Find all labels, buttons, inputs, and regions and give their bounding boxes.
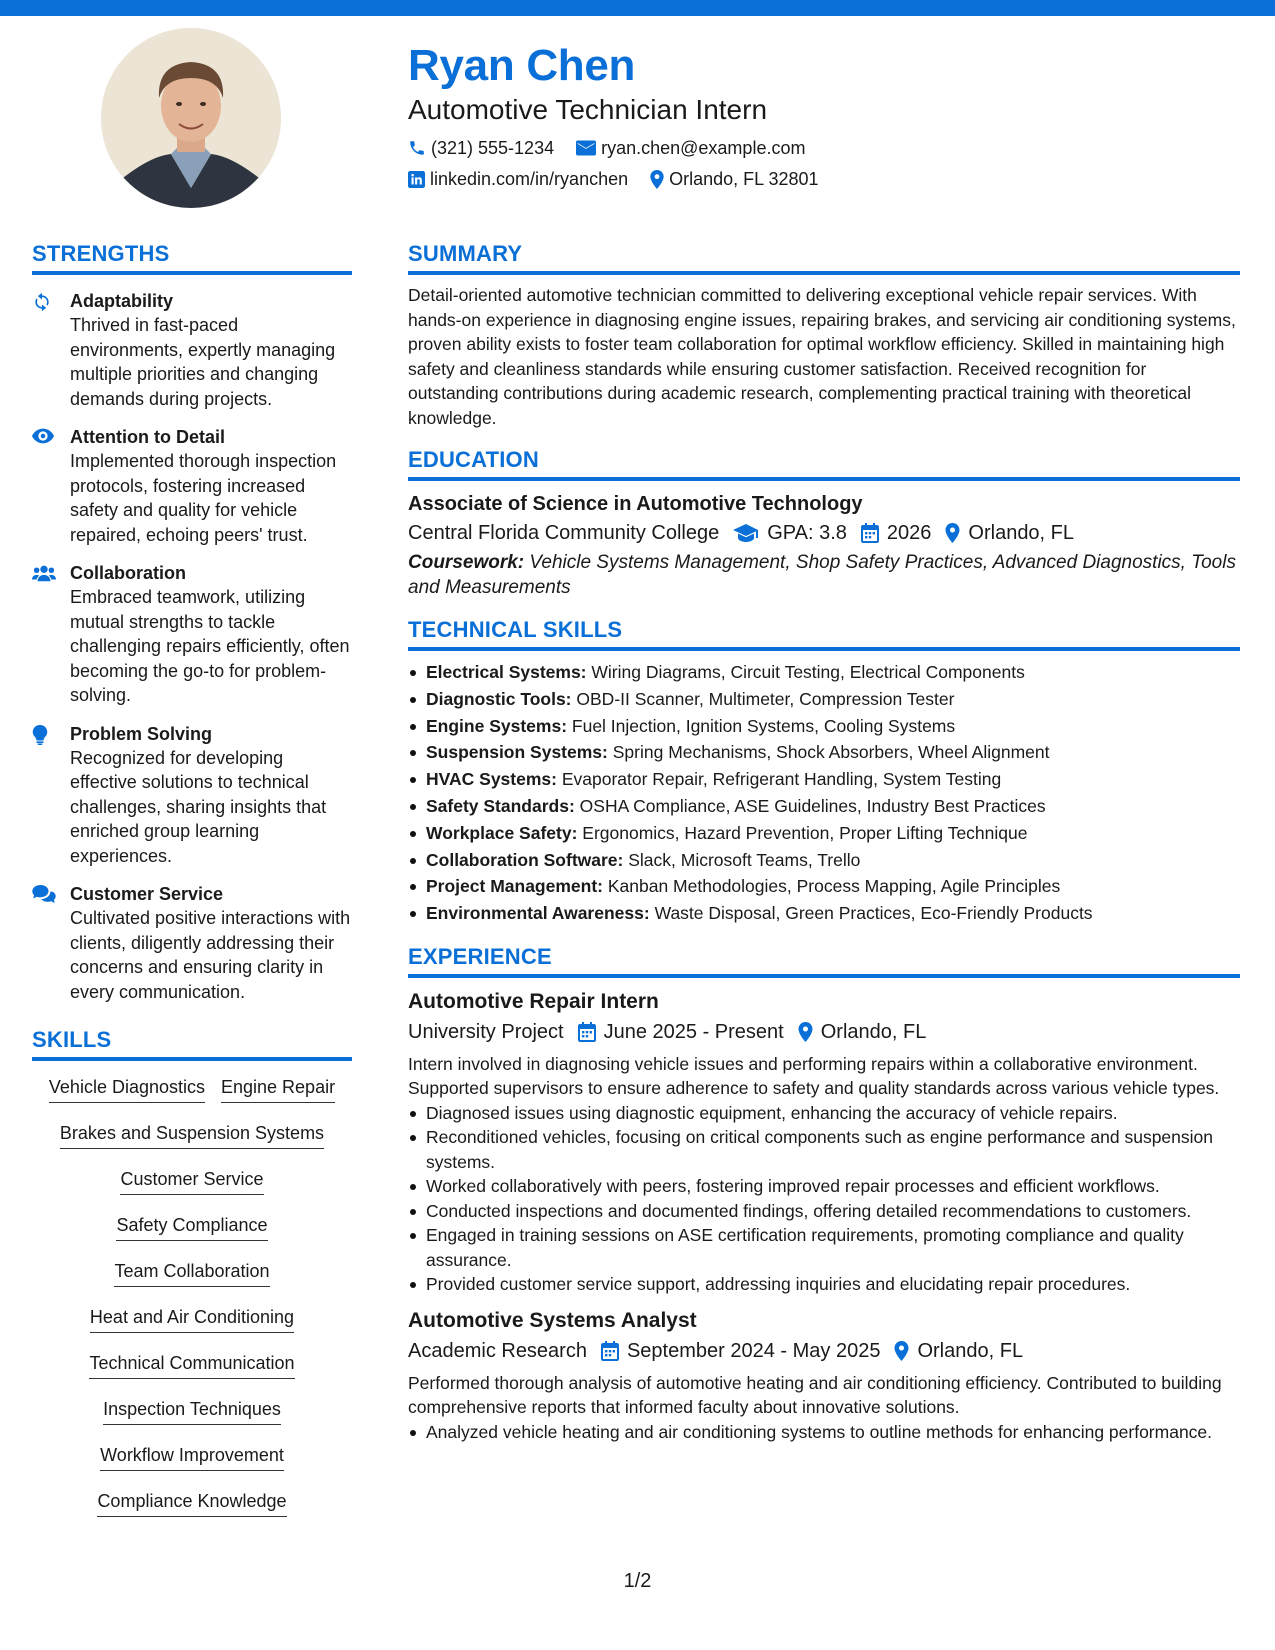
phone-icon xyxy=(408,139,426,157)
graduation-cap-icon xyxy=(733,524,759,542)
phone-text: (321) 555-1234 xyxy=(431,138,555,158)
job-dates: June 2025 - Present xyxy=(578,1018,784,1046)
list-item: Environmental Awareness: Waste Disposal, Green Practices, Eco-Friendly Products xyxy=(408,900,1240,927)
job-role: Automotive Repair Intern xyxy=(408,989,659,1013)
skills-section xyxy=(32,1026,352,1535)
skill-tag: Customer Service xyxy=(120,1167,263,1195)
map-pin-icon xyxy=(650,170,664,189)
coursework-list: Vehicle Systems Management, Shop Safety Practices, Advanced Diagnostics, Tools and Measurements xyxy=(408,552,1236,598)
strength-title: Customer Service xyxy=(70,884,224,904)
list-item: Electrical Systems: Wiring Diagrams, Circuit Testing, Electrical Components xyxy=(408,659,1240,686)
education-section xyxy=(408,446,1240,600)
graduation-year: 2026 xyxy=(861,519,932,547)
list-item: Conducted inspections and documented findings, offering detailed recommendations to customers. xyxy=(408,1199,1240,1224)
map-pin-icon xyxy=(945,523,960,543)
envelope-icon xyxy=(576,140,596,156)
technical-skills-list xyxy=(408,659,1240,927)
map-pin-icon xyxy=(894,1341,909,1361)
email-text: ryan.chen@example.com xyxy=(601,138,806,158)
strength-desc: Embraced teamwork, utilizing mutual strengths to tackle challenging repairs efficiently, often becoming the go-to for problem-solving. xyxy=(70,587,350,705)
eye-icon xyxy=(32,428,54,444)
education-meta xyxy=(408,519,1240,547)
list-item: Project Management: Kanban Methodologies, Process Mapping, Agile Principles xyxy=(408,873,1240,900)
job-meta xyxy=(408,1337,1240,1365)
strength-title: Adaptability xyxy=(70,291,174,311)
list-item: Analyzed vehicle heating and air conditioning systems to outline methods for enhancing performance. xyxy=(408,1420,1240,1445)
list-item: HVAC Systems: Evaporator Repair, Refrigerant Handling, System Testing xyxy=(408,766,1240,793)
strength-item xyxy=(32,289,352,411)
list-item: Engaged in training sessions on ASE certification requirements, promoting compliance and quality assurance. xyxy=(408,1223,1240,1272)
summary-section xyxy=(408,240,1240,430)
list-item: Collaboration Software: Slack, Microsoft Teams, Trello xyxy=(408,847,1240,874)
education-location: Orlando, FL xyxy=(945,519,1074,547)
linkedin-icon xyxy=(408,171,425,188)
strength-desc: Cultivated positive interactions with clients, diligently addressing their concerns and ensuring clarity in every communication. xyxy=(70,908,351,1002)
coursework xyxy=(408,550,1240,600)
list-item: Diagnosed issues using diagnostic equipment, enhancing the accuracy of vehicle repairs. xyxy=(408,1101,1240,1126)
users-icon xyxy=(32,564,56,582)
job-bullets xyxy=(408,1420,1240,1445)
candidate-title: Automotive Technician Intern xyxy=(408,94,768,125)
sync-icon xyxy=(32,292,52,312)
strength-desc: Implemented thorough inspection protocols, fostering increased safety and quality for vehicle repaired, echoing peers' trust. xyxy=(70,451,337,545)
job-description: Intern involved in diagnosing vehicle issues and performing repairs within a collaborative environment. Supported supervisors to ensure adherence to safety and quality standards across various vehicle types. xyxy=(408,1053,1220,1099)
linkedin-text: linkedin.com/in/ryanchen xyxy=(430,169,629,189)
strength-title: Problem Solving xyxy=(70,723,213,744)
candidate-name: Ryan Chen xyxy=(408,41,636,90)
summary-text: Detail-oriented automotive technician committed to delivering exceptional vehicle repair services. With hands-on experience in diagnosing engine issues, repairing brakes, and servicing air conditioning systems, proven ability exists to foster team collaboration for optimal workflow efficiency. Skilled in maintaining high safety and cleanliness standards while ensuring customer satisfaction. Received recognition for outstanding contributions during academic research, complementing practical training with theoretical knowledge. xyxy=(408,285,1236,428)
skill-tags xyxy=(32,1075,352,1535)
skill-tag: Workflow Improvement xyxy=(100,1443,284,1471)
summary-heading: SUMMARY xyxy=(408,240,1240,275)
right-column xyxy=(408,240,1240,1444)
gpa: GPA: 3.8 xyxy=(733,519,847,547)
list-item: Safety Standards: OSHA Compliance, ASE Guidelines, Industry Best Practices xyxy=(408,793,1240,820)
strength-item xyxy=(32,425,352,547)
experience-section xyxy=(408,943,1240,1445)
skill-tag: Vehicle Diagnostics xyxy=(49,1075,205,1103)
skill-tag: Team Collaboration xyxy=(114,1259,269,1287)
education-heading: EDUCATION xyxy=(408,446,1240,481)
skill-tag: Engine Repair xyxy=(221,1075,335,1103)
list-item: Worked collaboratively with peers, fostering improved repair processes and efficient workflows. xyxy=(408,1174,1240,1199)
job-org: University Project xyxy=(408,1020,564,1043)
strength-item xyxy=(32,561,352,708)
job-org: Academic Research xyxy=(408,1339,587,1362)
resume-header xyxy=(408,40,1228,191)
calendar-icon xyxy=(861,523,879,543)
location-text: Orlando, FL 32801 xyxy=(669,169,819,189)
contact-row-1 xyxy=(408,136,1228,160)
skill-tag: Compliance Knowledge xyxy=(97,1489,286,1517)
degree-title: Associate of Science in Automotive Technology xyxy=(408,493,863,515)
skill-tag: Brakes and Suspension Systems xyxy=(60,1121,324,1149)
job-meta xyxy=(408,1018,1240,1046)
job-location: Orlando, FL xyxy=(798,1018,927,1046)
page-number: 1/2 xyxy=(623,1570,652,1592)
calendar-icon xyxy=(578,1022,596,1042)
coursework-label: Coursework: xyxy=(408,552,525,573)
list-item: Provided customer service support, addressing inquiries and elucidating repair procedures. xyxy=(408,1272,1240,1297)
technical-skills-section xyxy=(408,616,1240,927)
job-entry xyxy=(408,1307,1240,1445)
strength-title: Collaboration xyxy=(70,563,186,583)
left-column xyxy=(32,240,352,1535)
avatar xyxy=(101,28,281,208)
skill-tag: Inspection Techniques xyxy=(103,1397,281,1425)
calendar-icon xyxy=(601,1341,619,1361)
job-description: Performed thorough analysis of automotive heating and air conditioning efficiency. Contributed to building comprehensive reports that informed faculty about innovative solutions. xyxy=(408,1372,1222,1418)
list-item: Suspension Systems: Spring Mechanisms, Shock Absorbers, Wheel Alignment xyxy=(408,739,1240,766)
skill-tag: Safety Compliance xyxy=(116,1213,267,1241)
job-entry xyxy=(408,988,1240,1297)
top-accent-bar xyxy=(0,0,1275,16)
job-dates: September 2024 - May 2025 xyxy=(601,1337,881,1365)
list-item: Reconditioned vehicles, focusing on critical components such as engine performance and suspension systems. xyxy=(408,1125,1240,1174)
contact-linkedin[interactable] xyxy=(408,167,628,191)
contact-row-2 xyxy=(408,167,1228,191)
skill-tag: Technical Communication xyxy=(89,1351,294,1379)
map-pin-icon xyxy=(798,1022,813,1042)
experience-heading: EXPERIENCE xyxy=(408,943,1240,978)
skill-tag: Heat and Air Conditioning xyxy=(90,1305,294,1333)
contact-location xyxy=(650,167,818,191)
contact-email[interactable] xyxy=(576,136,805,160)
job-location: Orlando, FL xyxy=(894,1337,1023,1365)
job-role: Automotive Systems Analyst xyxy=(408,1308,697,1332)
school-name: Central Florida Community College xyxy=(408,522,720,544)
strength-desc: Recognized for developing effective solutions to technical challenges, sharing insights that enriched group learning experiences. xyxy=(70,747,327,866)
job-bullets xyxy=(408,1101,1240,1297)
strength-desc: Thrived in fast-paced environments, expertly managing multiple priorities and changing demands during projects. xyxy=(70,315,336,409)
list-item: Engine Systems: Fuel Injection, Ignition Systems, Cooling Systems xyxy=(408,713,1240,740)
strength-title: Attention to Detail xyxy=(70,427,225,447)
strength-item xyxy=(32,882,352,1004)
list-item: Diagnostic Tools: OBD-II Scanner, Multimeter, Compression Tester xyxy=(408,686,1240,713)
strength-item xyxy=(32,722,352,869)
skills-heading: SKILLS xyxy=(32,1026,352,1061)
strengths-heading: STRENGTHS xyxy=(32,240,352,275)
contact-phone xyxy=(408,136,554,160)
list-item: Workplace Safety: Ergonomics, Hazard Prevention, Proper Lifting Technique xyxy=(408,820,1240,847)
technical-skills-heading: TECHNICAL SKILLS xyxy=(408,616,1240,651)
lightbulb-icon xyxy=(32,725,48,745)
comments-icon xyxy=(32,885,56,903)
